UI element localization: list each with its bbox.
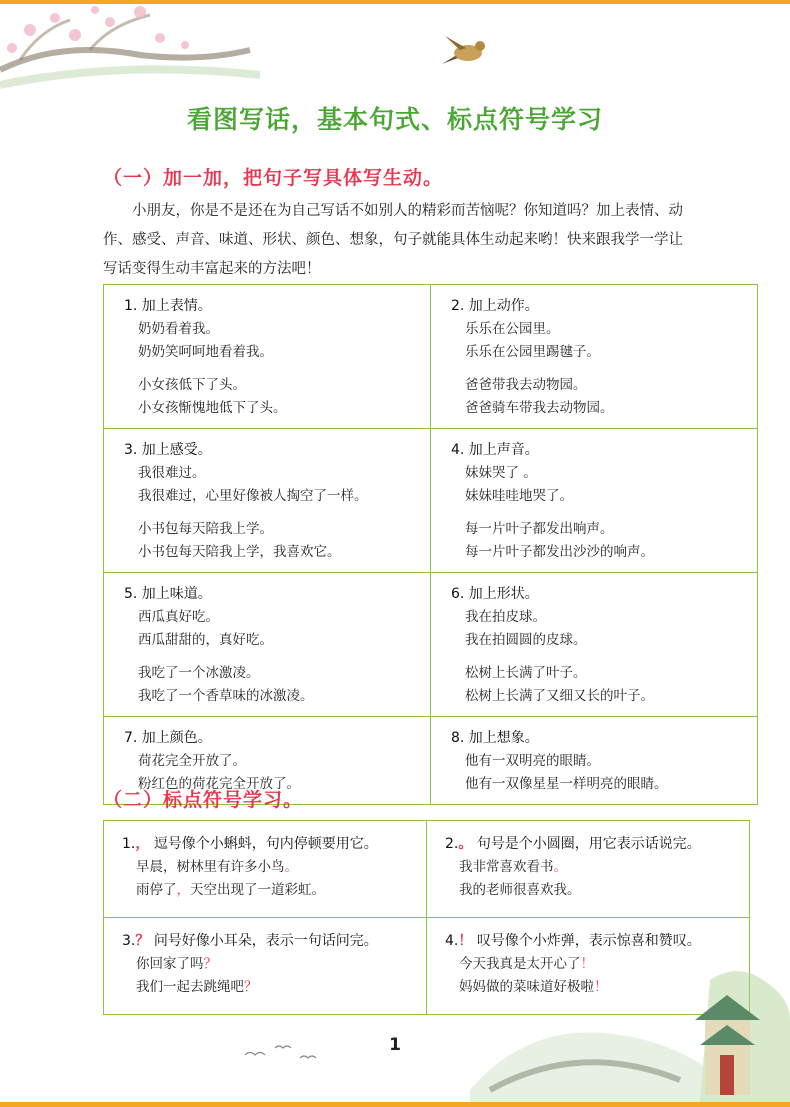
comma-mark: ， <box>135 836 150 852</box>
section1-intro: 小朋友，你是不是还在为自己写话不如别人的精彩而苦恼呢？你知道吗？加上表情、动作、感受、声音、味道、形状、颜色、想象，句子就能具体生动起来哟！快来跟我学一学让写话变得生动丰富起来的方法吧！ <box>103 203 683 277</box>
example-line: 粉红色的荷花完全开放了。 <box>138 776 300 792</box>
bird-illustration <box>440 28 495 73</box>
example-line: 你回家了吗？ <box>136 956 217 972</box>
section2-title: （二）标点符号学习。 <box>103 789 304 811</box>
example-line: 小书包每天陪我上学。 <box>138 521 273 537</box>
example-line: 我在拍圆圆的皮球。 <box>465 632 587 648</box>
question-mark: ？ <box>135 933 150 949</box>
cell-title: 2.。 句号是个小圆圈，用它表示话说完。 <box>445 836 701 852</box>
example-line: 我的老师很喜欢我。 <box>459 882 581 898</box>
example-line: 雨停了，天空出现了一道彩虹。 <box>136 882 325 898</box>
example-line: 松树上长满了又细又长的叶子。 <box>465 688 654 704</box>
example-line: 我在拍皮球。 <box>465 609 546 625</box>
example-line: 我吃了一个冰激凌。 <box>138 665 260 681</box>
bottom-border <box>0 1102 790 1107</box>
grid-cell <box>431 573 758 717</box>
cell-title: 4. 加上声音。 <box>451 442 539 458</box>
example-line: 乐乐在公园里踢毽子。 <box>465 344 600 360</box>
example-line: 早晨，树林里有许多小鸟。 <box>136 859 298 875</box>
cell-title: 3. 加上感受。 <box>124 442 212 458</box>
cell-title: 1.， 逗号像个小蝌蚪，句内停顿要用它。 <box>122 836 378 852</box>
cell-title: 7. 加上颜色。 <box>124 730 212 746</box>
cell-title: 4.！ 叹号像个小炸弹，表示惊喜和赞叹。 <box>445 933 701 949</box>
expression-grid <box>103 284 758 805</box>
cell-title: 1. 加上表情。 <box>124 298 212 314</box>
example-line: 我很难过，心里好像被人掏空了一样。 <box>138 488 368 504</box>
cell-title: 2. 加上动作。 <box>451 298 539 314</box>
example-line: 我很难过。 <box>138 465 206 481</box>
example-line: 妈妈做的菜味道好极啦！ <box>459 979 608 995</box>
example-line: 西瓜甜甜的，真好吃。 <box>138 632 273 648</box>
grid-cell <box>427 821 750 918</box>
cell-title: 3.？ 问号好像小耳朵，表示一句话问完。 <box>122 933 378 949</box>
example-line: 我们一起去跳绳吧？ <box>136 979 258 995</box>
example-line: 奶奶看着我。 <box>138 321 219 337</box>
example-line: 西瓜真好吃。 <box>138 609 219 625</box>
example-line: 小女孩惭愧地低下了头。 <box>138 400 287 416</box>
grid-cell <box>104 918 427 1015</box>
page-number: 1 <box>389 1035 401 1055</box>
blossom-branch-illustration <box>0 0 260 95</box>
example-line: 奶奶笑呵呵地看着我。 <box>138 344 273 360</box>
example-line: 我非常喜欢看书。 <box>459 859 567 875</box>
exclamation-mark: ！ <box>458 933 473 949</box>
example-line: 妹妹哇哇地哭了。 <box>465 488 573 504</box>
example-line: 小女孩低下了头。 <box>138 377 246 393</box>
period-mark: 。 <box>458 836 473 852</box>
example-line: 乐乐在公园里。 <box>465 321 560 337</box>
section1-title: （一）加一加，把句子写具体写生动。 <box>103 167 444 189</box>
example-line: 妹妹哭了 。 <box>465 465 537 481</box>
example-line: 小书包每天陪我上学，我喜欢它。 <box>138 544 341 560</box>
grid-cell <box>104 821 427 918</box>
example-line: 他有一双明亮的眼睛。 <box>465 753 600 769</box>
cell-title: 8. 加上想象。 <box>451 730 539 746</box>
example-line: 今天我真是太开心了！ <box>459 956 594 972</box>
grid-cell <box>431 717 758 805</box>
bridge-pavilion-illustration <box>470 960 790 1102</box>
example-line: 松树上长满了叶子。 <box>465 665 587 681</box>
grid-cell <box>104 285 431 429</box>
example-line: 他有一双像星星一样明亮的眼睛。 <box>465 776 668 792</box>
example-line: 每一片叶子都发出沙沙的响声。 <box>465 544 654 560</box>
example-line: 每一片叶子都发出响声。 <box>465 521 614 537</box>
example-line: 荷花完全开放了。 <box>138 753 246 769</box>
example-line: 我吃了一个香草味的冰激凌。 <box>138 688 314 704</box>
cell-title: 6. 加上形状。 <box>451 586 539 602</box>
grid-cell <box>104 573 431 717</box>
example-line: 爸爸带我去动物园。 <box>465 377 587 393</box>
grid-cell <box>104 429 431 573</box>
example-line: 爸爸骑车带我去动物园。 <box>465 400 614 416</box>
cell-title: 5. 加上味道。 <box>124 586 212 602</box>
grid-cell <box>431 429 758 573</box>
grid-cell <box>431 285 758 429</box>
page-title: 看图写话，基本句式、标点符号学习 <box>186 105 603 134</box>
